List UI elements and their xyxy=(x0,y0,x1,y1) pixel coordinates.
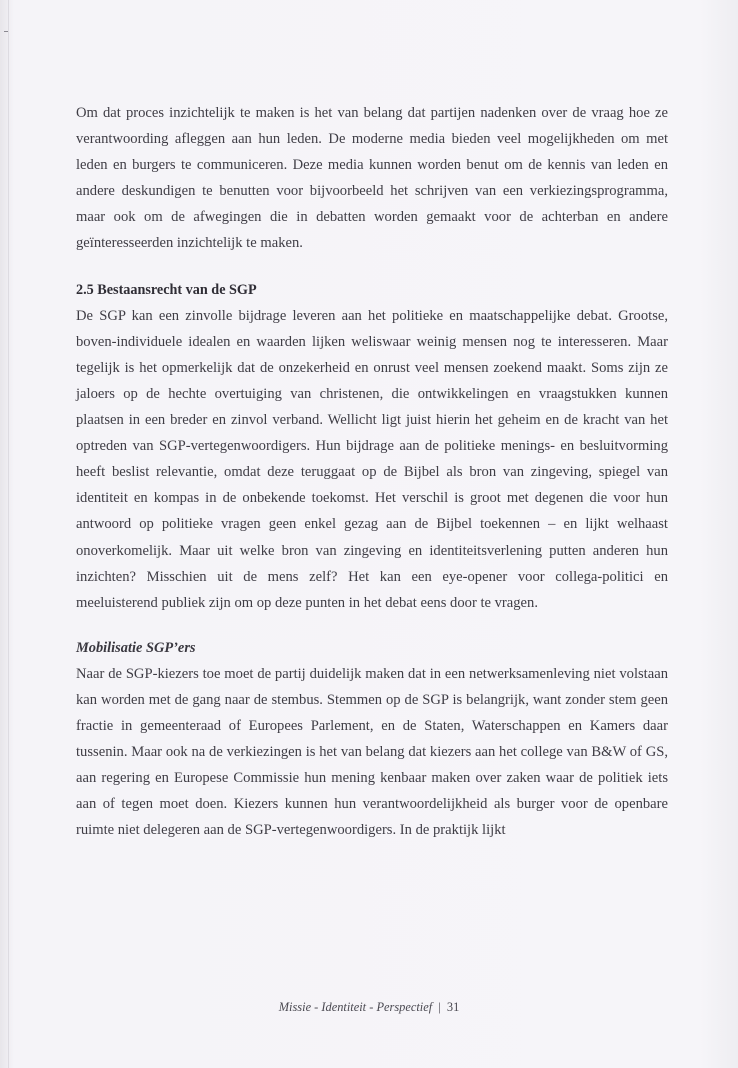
page-footer xyxy=(0,1000,738,1015)
page-corner-mark xyxy=(4,31,8,32)
paragraph-section: De SGP kan een zinvolle bijdrage leveren aan het politieke en maatschappelijke debat. Grootse, boven-individuele idealen en waarden lijken weliswaar weinig mensen nog te interesseren. Maar tegelijk is het opmerkelijk dat de onzekerheid en onrust veel mensen zoekend maakt. Soms zijn ze jaloers op de hechte overtuiging van christenen, die ontwikkelingen en vraagstukken kunnen plaatsen in een breder en zinvol verband. Wellicht ligt juist hierin het geheim en de kracht van het optreden van SGP-vertegenwoordigers. Hun bijdrage aan de politieke menings- en besluitvorming heeft beslist relevantie, omdat deze teruggaat op de Bijbel als bron van zingeving, spiegel van identiteit en kompas in de onbekende toekomst. Het verschil is groot met degenen die voor hun antwoord op politieke vragen geen enkel gezag aan de Bijbel toekennen – en lijkt welhaast onoverkomelijk. Maar uit welke bron van zingeving en identiteitsverlening putten anderen hun inzichten? Misschien uit de mens zelf? Het kan een eye-opener voor collega-politici en meeluisterend publiek zijn om op deze punten in het debat eens door te vragen. xyxy=(76,307,668,611)
paragraph-mobilisatie: Naar de SGP-kiezers toe moet de partij duidelijk maken dat in een netwerksamenleving niet volstaan kan worden met de gang naar de stembus. Stemmen op de SGP is belangrijk, want zonder stem geen fractie in gemeenteraad of Europees Parlement, en de Staten, Waterschappen en Kamers daar tussenin. Maar ook na de verkiezingen is het van belang dat kiezers aan het college van B&W of GS, aan regering en Europese Commissie hun mening kenbaar maken over zaken waar de politiek iets aan of tegen moet doen. Kiezers kunnen hun verantwoordelijkheid als burger voor de openbare ruimte niet delegeren aan de SGP-vertegenwoordigers. In de praktijk lijkt xyxy=(76,665,668,839)
footer-separator: | xyxy=(438,1000,441,1014)
subheading-mobilisatie: Mobilisatie SGP’ers xyxy=(76,639,196,656)
page-body xyxy=(76,100,668,844)
section-heading: 2.5 Bestaansrecht van de SGP xyxy=(76,281,257,298)
footer-title: Missie - Identiteit - Perspectief xyxy=(278,1000,433,1014)
spacer xyxy=(76,257,668,277)
spacer xyxy=(76,616,668,635)
page-number: 31 xyxy=(446,1000,460,1014)
paragraph-intro: Om dat proces inzichtelijk te maken is het van belang dat partijen nadenken over de vraag hoe ze verantwoording afleggen aan hun leden. De moderne media bieden veel mogelijkheden om met leden en burgers te communiceren. Deze media kunnen worden benut om de kennis van leden en andere deskundigen te benutten voor bijvoorbeeld het schrijven van een verkiezingsprogramma, maar ook om de afwegingen die in debatten worden gemaakt voor de achterban en andere geïnteresseerden inzichtelijk te maken. xyxy=(76,105,668,252)
page-gutter-edge xyxy=(8,0,9,1068)
